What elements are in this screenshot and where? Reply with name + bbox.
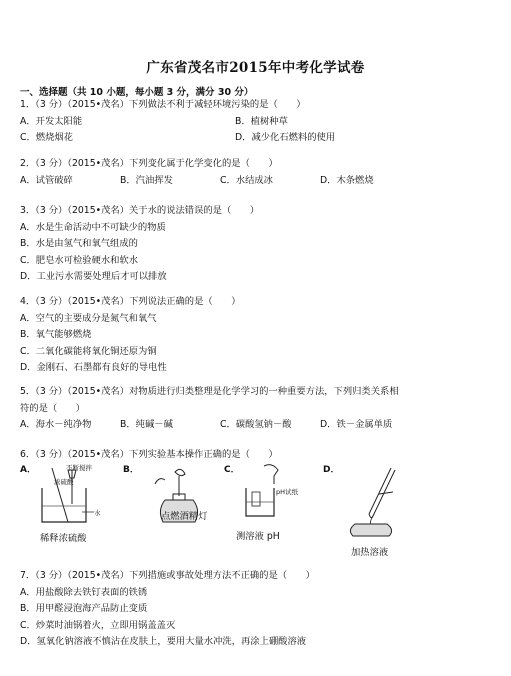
option-c: C．燃烧烟花 bbox=[20, 132, 73, 143]
question-stem: 1．（3 分）（2015•茂名）下列做法不利于减轻环境污染的是（ ） bbox=[20, 99, 306, 110]
figure-label: 浓硫酸 bbox=[54, 478, 74, 486]
option-b: B．水是由氢气和氧气组成的 bbox=[20, 238, 138, 249]
figure-d-heat-solution bbox=[323, 462, 463, 557]
figure-a-dilute-acid bbox=[20, 462, 130, 557]
page-title: 广东省茂名市2015年中考化学试卷 bbox=[146, 60, 365, 76]
option-c: C．碳酸氢钠－酸 bbox=[220, 419, 292, 430]
option-a: A．用盐酸除去铁钉表面的铁锈 bbox=[20, 586, 148, 598]
question-stem: 4．（3 分）（2015•茂名）下列说法正确的是（ ） bbox=[20, 296, 241, 307]
option-a: A．空气的主要成分是氮气和氧气 bbox=[20, 312, 157, 324]
option-d: D．工业污水需要处理后才可以排放 bbox=[20, 271, 167, 282]
option-d: D．木条燃烧 bbox=[320, 174, 374, 186]
question-stem: 7．（3 分）（2015•茂名）下列措施或事故处理方法不正确的是（ ） bbox=[20, 570, 315, 581]
figure-caption: 稀释浓硫酸 bbox=[40, 533, 87, 544]
option-c: C．肥皂水可检验硬水和软水 bbox=[20, 254, 139, 266]
question-4 bbox=[20, 294, 500, 377]
question-5 bbox=[20, 384, 500, 434]
question-stem: 3．（3 分）（2015•茂名）关于水的说法错误的是（ ） bbox=[20, 205, 260, 216]
question-7 bbox=[20, 568, 500, 651]
figure-letter: A． bbox=[20, 465, 36, 475]
option-c: C．炒菜时油锅着火，立即用锅盖盖灭 bbox=[20, 619, 176, 631]
option-b: B．汽油挥发 bbox=[120, 174, 173, 186]
figure-label: 水 bbox=[94, 509, 101, 517]
question-stem: 2．（3 分）（2015•茂名）下列变化属于化学变化的是（ ） bbox=[20, 158, 278, 169]
figure-caption: 测溶液 pH bbox=[236, 531, 280, 542]
figure-label: pH试纸 bbox=[276, 488, 299, 496]
option-d: D．氢氧化钠溶液不慎沾在皮肤上，要用大量水冲洗，再涂上硼酸溶液 bbox=[20, 636, 307, 647]
option-b: B．植树种草 bbox=[235, 115, 288, 127]
option-d: D．金刚石、石墨都有良好的导电性 bbox=[20, 362, 167, 373]
figure-letter: C． bbox=[224, 465, 240, 475]
option-a: A．水是生命活动中不可缺少的物质 bbox=[20, 221, 166, 233]
option-d: D．减少化石燃料的使用 bbox=[235, 132, 336, 143]
question-2 bbox=[20, 156, 500, 189]
figure-label: 不断搅拌 bbox=[66, 464, 92, 472]
question-stem: 6．（3 分）（2015•茂名）下列实验基本操作正确的是（ ） bbox=[20, 449, 278, 460]
option-d: D．铁－金属单质 bbox=[320, 419, 393, 430]
question-3 bbox=[20, 203, 500, 286]
option-a: A．试管破碎 bbox=[20, 174, 73, 186]
option-b: B．纯碱－碱 bbox=[120, 419, 173, 430]
figure-caption: 加热溶液 bbox=[351, 547, 389, 558]
option-a: A．海水－纯净物 bbox=[20, 419, 92, 430]
option-a: A．开发太阳能 bbox=[20, 115, 83, 127]
option-c: C．二氧化碳能将氧化铜还原为铜 bbox=[20, 345, 157, 357]
question-6-figures bbox=[20, 462, 490, 557]
ph-test-icon bbox=[238, 462, 318, 524]
option-b: B．氧气能够燃烧 bbox=[20, 329, 92, 340]
figure-letter: B． bbox=[123, 465, 139, 475]
figure-c-test-ph bbox=[224, 462, 334, 557]
heating-test-tube-icon bbox=[331, 466, 411, 538]
beaker-stirring-icon bbox=[34, 464, 104, 526]
figure-b-light-lamp bbox=[123, 462, 233, 557]
figure-letter: D． bbox=[323, 465, 340, 475]
figure-caption: 点燃酒精灯 bbox=[161, 511, 208, 522]
question-1 bbox=[20, 97, 500, 147]
option-b: B．用甲醛浸泡海产品防止变质 bbox=[20, 603, 148, 614]
section-heading: 一、选择题（共 10 小题，每小题 3 分，满分 30 分） bbox=[20, 87, 254, 98]
question-stem: 5．（3 分）（2015•茂名）对物质进行归类整理是化学学习的一种重要方法，下列归类关系相 符的是（ ） bbox=[20, 386, 399, 414]
option-c: C．水结成冰 bbox=[220, 174, 273, 186]
